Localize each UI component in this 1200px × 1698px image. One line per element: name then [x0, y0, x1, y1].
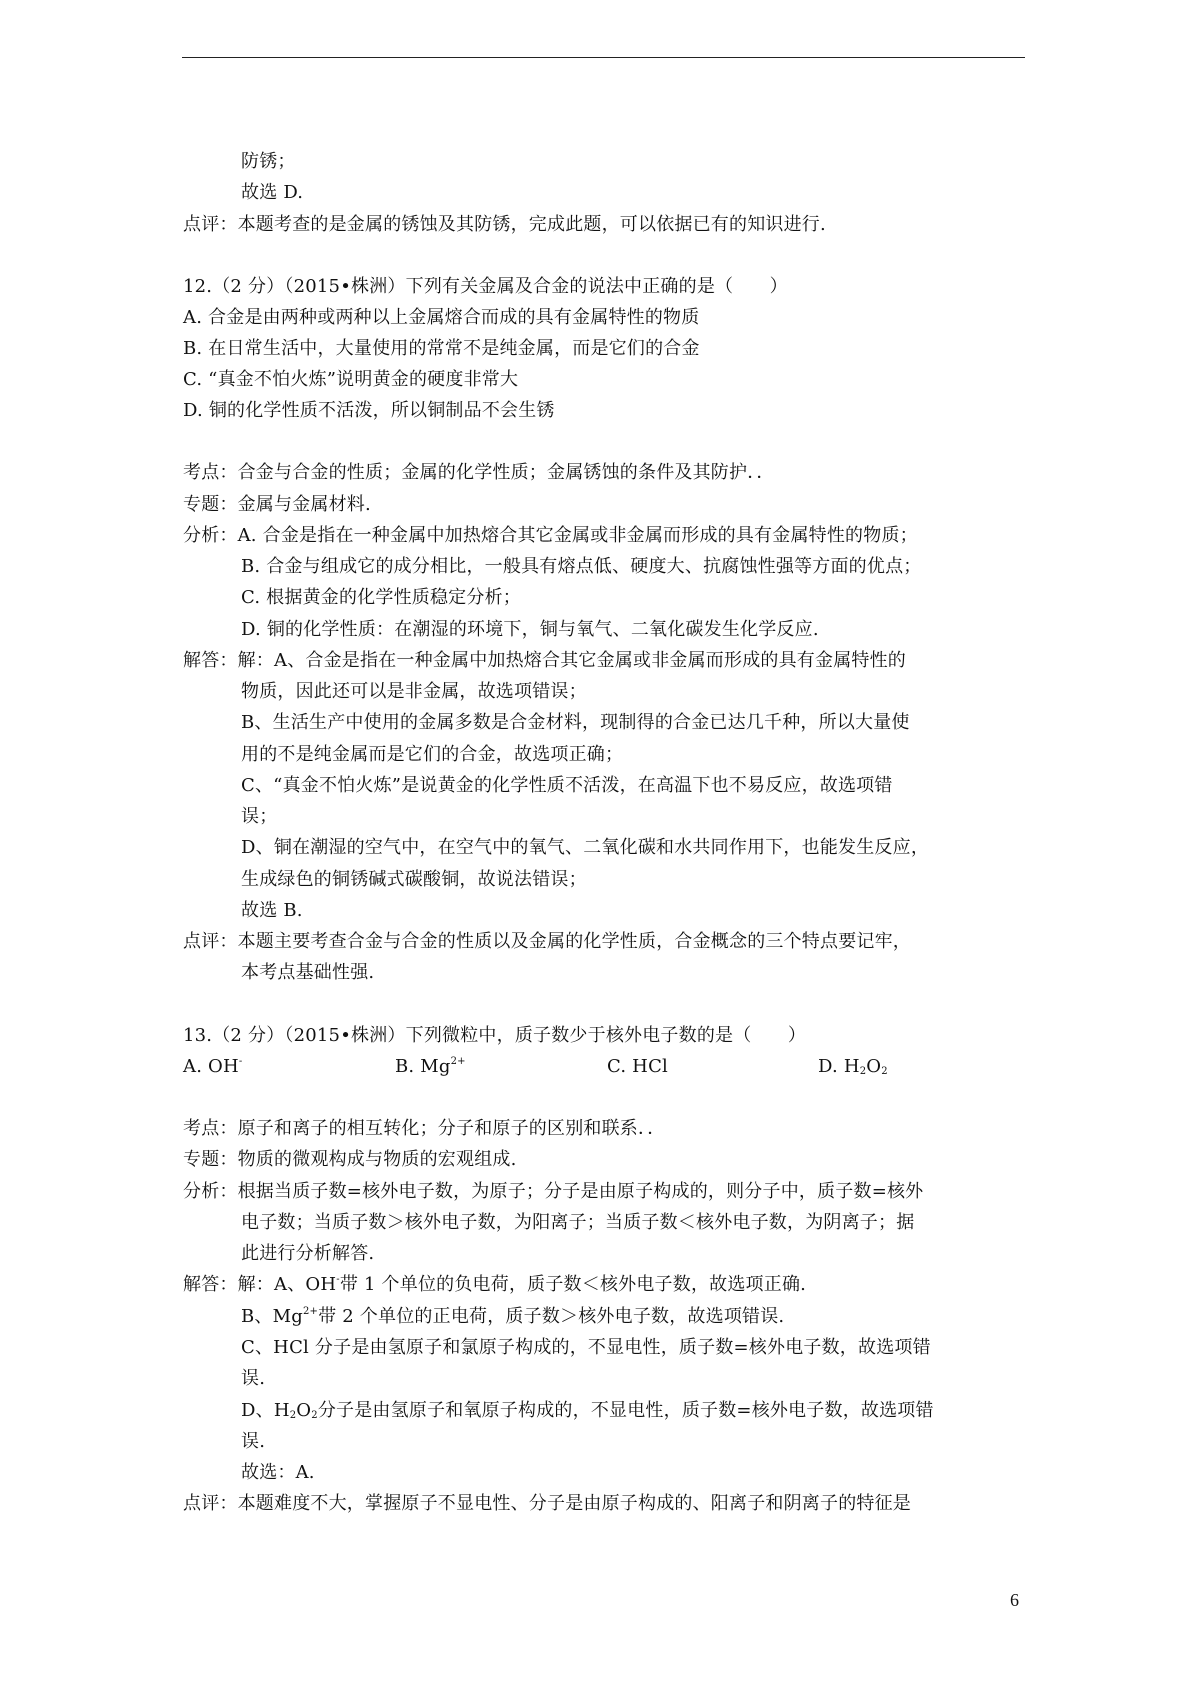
q13-zhuanti	[183, 1145, 517, 1175]
q12-jieda-line-8: 生成绿色的铜锈碱式碳酸铜，故说法错误；	[241, 869, 587, 890]
q12-fenxi-line-3: C. 根据黄金的化学性质稳定分析；	[241, 587, 521, 608]
fenxi-label: 分析：	[183, 525, 238, 546]
q13-option-d	[818, 1052, 888, 1082]
q13-jieda-b	[241, 1302, 784, 1332]
q13-option-d-text: D. H	[818, 1056, 860, 1077]
q12-jieda-line-5: C、“真金不怕火炼”是说黄金的化学性质不活泼，在高温下也不易反应，故选项错	[241, 775, 893, 796]
q13-option-b-text: B. Mg	[395, 1056, 451, 1077]
q12-fenxi-line-4: D. 铜的化学性质：在潮湿的环境下，铜与氧气、二氧化碳发生化学反应.	[241, 619, 819, 640]
jieda-d-mid: O	[296, 1400, 312, 1421]
q12-jieda-line-2: 物质，因此还可以是非金属，故选项错误；	[241, 681, 587, 702]
q12-option-c: C. “真金不怕火炼”说明黄金的硬度非常大	[183, 369, 519, 390]
q13-jieda-c-line-2: 误.	[241, 1368, 266, 1389]
kaodian-label: 考点：	[183, 462, 238, 483]
zhuanti-label: 专题：	[183, 1149, 238, 1170]
jieda-d-sub-1: 2	[289, 1410, 297, 1421]
q12-jieda-line-4: 用的不是纯金属而是它们的合金，故选项正确；	[241, 744, 624, 765]
jieda-b-rest: 带 2 个单位的正电荷，质子数＞核外电子数，故选项错误.	[318, 1306, 785, 1327]
jieda-a-rest: 带 1 个单位的负电荷，质子数＜核外电子数，故选项正确.	[339, 1274, 807, 1295]
q13-jieda-answer: 故选：A.	[241, 1462, 315, 1483]
zhuanti-text: 金属与金属材料.	[237, 494, 371, 515]
q13-option-a-charge: -	[238, 1056, 243, 1067]
dianping-label: 点评：	[183, 1493, 238, 1514]
q13-option-c: C. HCl	[607, 1056, 669, 1077]
q12-zhuanti	[183, 490, 371, 520]
q13-option-b	[395, 1052, 466, 1082]
q12-jieda-line-9: 故选 B.	[241, 900, 303, 921]
q13-fenxi	[183, 1177, 923, 1207]
q12-dianping	[183, 927, 911, 957]
prev-answer-line-2: 故选 D.	[241, 182, 304, 203]
jieda-b-text: B、Mg	[241, 1306, 303, 1327]
q13-dianping	[183, 1489, 911, 1519]
q13-stem: 13.（2 分）（2015•株洲）下列微粒中，质子数少于核外电子数的是（ ）	[183, 1025, 807, 1046]
q13-option-a	[183, 1052, 243, 1082]
q13-option-b-charge: 2+	[450, 1056, 466, 1067]
jieda-a-text: 解：A、OH	[237, 1274, 337, 1295]
q12-option-a: A. 合金是由两种或两种以上金属熔合而成的具有金属特性的物质	[183, 307, 700, 328]
q12-fenxi-line-2: B. 合金与组成它的成分相比，一般具有熔点低、硬度大、抗腐蚀性强等方面的优点；	[241, 556, 922, 577]
jieda-d-sub-2: 2	[311, 1410, 318, 1421]
q13-fenxi-line-3: 此进行分析解答.	[241, 1243, 375, 1264]
q12-jieda-line-7: D、铜在潮湿的空气中，在空气中的氧气、二氧化碳和水共同作用下，也能发生反应，	[241, 837, 930, 858]
review-label: 点评：	[183, 214, 238, 235]
q12-dianping-line-2: 本考点基础性强.	[241, 962, 375, 983]
kaodian-text: 原子和离子的相互转化；分子和原子的区别和联系．．	[237, 1118, 666, 1139]
q13-jieda-c: C、HCl 分子是由氢原子和氯原子构成的，不显电性，质子数=核外电子数，故选项错	[241, 1337, 931, 1358]
prev-answer-line-1: 防锈；	[241, 151, 296, 172]
jieda-d-rest: 分子是由氢原子和氧原子构成的，不显电性，质子数=核外电子数，故选项错	[317, 1400, 934, 1421]
q13-jieda-d	[241, 1396, 934, 1426]
fenxi-text: 根据当质子数=核外电子数，为原子；分子是由原子构成的，则分子中，质子数=核外	[237, 1181, 924, 1202]
q12-jieda	[183, 646, 906, 676]
q13-kaodian	[183, 1114, 665, 1144]
q13-jieda-d-line-2: 误.	[241, 1431, 266, 1452]
kaodian-text: 合金与合金的性质；金属的化学性质；金属锈蚀的条件及其防护．．	[237, 462, 775, 483]
q12-option-d: D. 铜的化学性质不活泼，所以铜制品不会生锈	[183, 400, 555, 421]
page-number: 6	[1010, 1590, 1019, 1610]
jieda-label: 解答：	[183, 650, 238, 671]
jieda-d-text: D、H	[241, 1400, 290, 1421]
jieda-b-charge: 2+	[302, 1306, 319, 1317]
jieda-a-charge: -	[336, 1274, 340, 1285]
jieda-label: 解答：	[183, 1274, 238, 1295]
dianping-text: 本题难度不大，掌握原子不显电性、分子是由原子构成的、阳离子和阴离子的特征是	[237, 1493, 912, 1514]
zhuanti-text: 物质的微观构成与物质的宏观组成.	[237, 1149, 517, 1170]
kaodian-label: 考点：	[183, 1118, 238, 1139]
zhuanti-label: 专题：	[183, 494, 238, 515]
review-text: 本题考查的是金属的锈蚀及其防锈，完成此题，可以依据已有的知识进行.	[237, 214, 826, 235]
fenxi-text: A. 合金是指在一种金属中加热熔合其它金属或非金属而形成的具有金属特性的物质；	[237, 525, 918, 546]
q12-jieda-line-3: B、生活生产中使用的金属多数是合金材料，现制得的合金已达几千种，所以大量使	[241, 712, 910, 733]
q12-fenxi	[183, 521, 918, 551]
jieda-text: 解：A、合金是指在一种金属中加热熔合其它金属或非金属而形成的具有金属特性的	[237, 650, 907, 671]
prev-review	[183, 210, 826, 240]
q13-option-d-sub-2: 2	[881, 1066, 888, 1077]
q13-jieda	[183, 1270, 806, 1300]
dianping-label: 点评：	[183, 931, 238, 952]
q13-option-d-sub-1: 2	[859, 1066, 867, 1077]
q12-option-b: B. 在日常生活中，大量使用的常常不是纯金属，而是它们的合金	[183, 338, 700, 359]
q13-option-d-mid: O	[866, 1056, 882, 1077]
dianping-text: 本题主要考查合金与合金的性质以及金属的化学性质，合金概念的三个特点要记牢，	[237, 931, 912, 952]
fenxi-label: 分析：	[183, 1181, 238, 1202]
q13-options	[183, 1052, 983, 1082]
header-rule	[182, 57, 1025, 58]
q12-stem: 12.（2 分）（2015•株洲）下列有关金属及合金的说法中正确的是（ ）	[183, 276, 788, 297]
q13-fenxi-line-2: 电子数；当质子数＞核外电子数，为阳离子；当质子数＜核外电子数，为阴离子；据	[241, 1212, 915, 1233]
q13-option-a-text: A. OH	[183, 1056, 239, 1077]
q12-jieda-line-6: 误；	[241, 806, 278, 827]
q12-kaodian	[183, 458, 775, 488]
